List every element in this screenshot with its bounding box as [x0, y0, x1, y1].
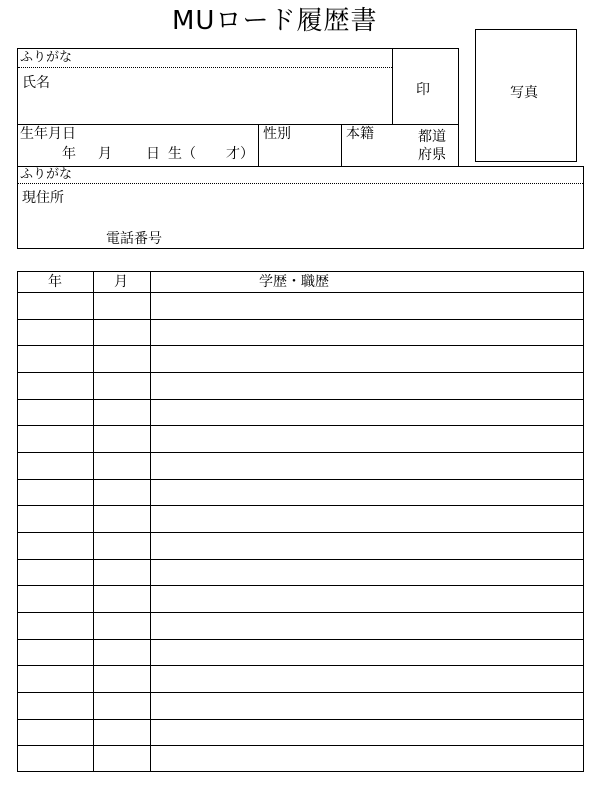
history-col-month: 月 — [114, 274, 128, 290]
gender-label: 性別 — [263, 126, 291, 142]
name-label: 氏名 — [22, 75, 50, 91]
history-year-cell[interactable] — [17, 639, 93, 666]
history-year-cell[interactable] — [17, 372, 93, 399]
history-detail-cell[interactable] — [150, 345, 584, 372]
photo-label: 写真 — [510, 85, 538, 101]
history-year-cell[interactable] — [17, 505, 93, 532]
history-detail-cell[interactable] — [150, 292, 584, 319]
history-detail-cell[interactable] — [150, 692, 584, 719]
address-field[interactable] — [76, 185, 580, 225]
history-month-cell[interactable] — [93, 532, 150, 559]
history-month-cell[interactable] — [93, 612, 150, 639]
table-row — [17, 585, 584, 612]
history-year-cell[interactable] — [17, 719, 93, 746]
domicile-label: 本籍 — [346, 126, 374, 142]
table-row — [17, 319, 584, 346]
table-row — [17, 345, 584, 372]
table-row — [17, 452, 584, 479]
phone-label: 電話番号 — [106, 231, 162, 247]
history-year-cell[interactable] — [17, 399, 93, 426]
birth-label: 生年月日 — [20, 126, 76, 142]
table-row — [17, 665, 584, 692]
history-month-cell[interactable] — [93, 292, 150, 319]
name-field[interactable] — [70, 69, 388, 123]
history-year-cell[interactable] — [17, 452, 93, 479]
history-detail-cell[interactable] — [150, 585, 584, 612]
history-month-cell[interactable] — [93, 319, 150, 346]
history-year-cell[interactable] — [17, 692, 93, 719]
history-month-cell[interactable] — [93, 639, 150, 666]
history-col-year: 年 — [48, 274, 62, 290]
history-month-cell[interactable] — [93, 479, 150, 506]
history-detail-cell[interactable] — [150, 745, 584, 772]
table-row — [17, 719, 584, 746]
history-detail-cell[interactable] — [150, 479, 584, 506]
table-row — [17, 745, 584, 772]
table-row — [17, 692, 584, 719]
table-row — [17, 639, 584, 666]
history-detail-cell[interactable] — [150, 452, 584, 479]
table-row — [17, 612, 584, 639]
history-detail-cell[interactable] — [150, 559, 584, 586]
history-detail-cell[interactable] — [150, 532, 584, 559]
table-row — [17, 292, 584, 319]
birth-gender-divider — [258, 124, 259, 167]
birth-year-unit: 年 — [62, 146, 76, 162]
table-row — [17, 372, 584, 399]
history-month-cell[interactable] — [93, 345, 150, 372]
birth-day-unit: 日 — [146, 146, 160, 162]
history-detail-cell[interactable] — [150, 399, 584, 426]
history-detail-cell[interactable] — [150, 372, 584, 399]
table-row — [17, 399, 584, 426]
prefecture-label-line2: 府県 — [418, 147, 446, 163]
history-detail-cell[interactable] — [150, 319, 584, 346]
address-label: 現住所 — [22, 190, 64, 206]
table-row — [17, 505, 584, 532]
history-year-cell[interactable] — [17, 319, 93, 346]
history-detail-cell[interactable] — [150, 639, 584, 666]
history-detail-cell[interactable] — [150, 665, 584, 692]
seal-label: 印 — [416, 82, 430, 98]
history-month-cell[interactable] — [93, 425, 150, 452]
history-month-cell[interactable] — [93, 452, 150, 479]
domicile-field[interactable] — [343, 143, 413, 165]
history-year-cell[interactable] — [17, 532, 93, 559]
history-month-cell[interactable] — [93, 372, 150, 399]
history-year-cell[interactable] — [17, 345, 93, 372]
history-month-cell[interactable] — [93, 692, 150, 719]
history-year-cell[interactable] — [17, 665, 93, 692]
history-detail-cell[interactable] — [150, 612, 584, 639]
page-title: MUロード履歴書 — [172, 6, 378, 36]
address-furigana-divider — [18, 183, 583, 184]
history-month-cell[interactable] — [93, 665, 150, 692]
table-row — [17, 532, 584, 559]
history-year-cell[interactable] — [17, 479, 93, 506]
history-year-cell[interactable] — [17, 745, 93, 772]
history-detail-cell[interactable] — [150, 719, 584, 746]
history-detail-cell[interactable] — [150, 425, 584, 452]
history-month-cell[interactable] — [93, 719, 150, 746]
birth-suffix: 生（ — [168, 146, 196, 162]
history-year-cell[interactable] — [17, 292, 93, 319]
gender-field[interactable] — [260, 143, 340, 165]
seal-divider — [392, 48, 393, 125]
table-row — [17, 425, 584, 452]
table-row — [17, 479, 584, 506]
phone-field[interactable] — [172, 228, 472, 246]
history-year-cell[interactable] — [17, 585, 93, 612]
name-furigana-label: ふりがな — [20, 50, 73, 65]
history-col-detail: 学歴・職歴 — [259, 274, 329, 290]
furigana-divider — [18, 67, 392, 68]
gender-domicile-divider — [341, 124, 342, 167]
history-year-cell[interactable] — [17, 612, 93, 639]
history-detail-cell[interactable] — [150, 505, 584, 532]
history-month-cell[interactable] — [93, 745, 150, 772]
history-month-cell[interactable] — [93, 399, 150, 426]
age-suffix: 才） — [226, 146, 254, 162]
history-year-cell[interactable] — [17, 559, 93, 586]
birth-month-unit: 月 — [98, 146, 112, 162]
history-month-cell[interactable] — [93, 585, 150, 612]
history-month-cell[interactable] — [93, 505, 150, 532]
address-furigana-label: ふりがな — [20, 167, 73, 182]
history-month-cell[interactable] — [93, 559, 150, 586]
history-year-cell[interactable] — [17, 425, 93, 452]
table-row — [17, 559, 584, 586]
prefecture-label-line1: 都道 — [418, 129, 446, 145]
